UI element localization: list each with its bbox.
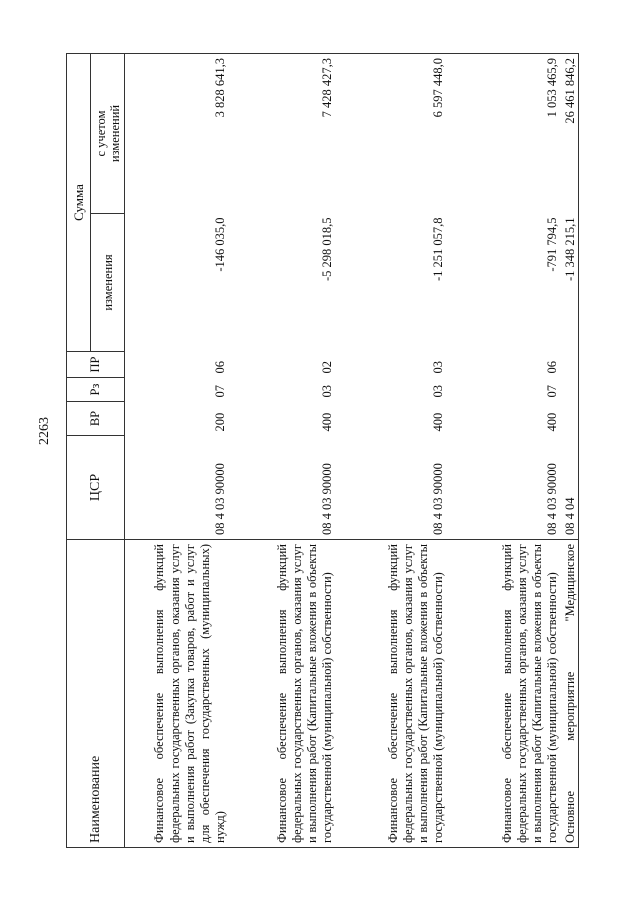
row-total: 3 828 641,3 — [125, 54, 229, 214]
row-pr: 06 — [545, 361, 560, 374]
row-name: Основное мероприятие "Медицинское — [561, 540, 579, 848]
table-row — [229, 54, 336, 848]
header-rz: Рз — [67, 378, 125, 402]
row-changes: -1 348 215,1 — [561, 214, 579, 352]
row-pr: 03 — [431, 361, 446, 374]
row-csr: 08 4 04 — [561, 436, 579, 540]
row-total: 26 461 846,2 — [561, 54, 579, 214]
table-row — [336, 54, 447, 848]
row-csr: 08 4 03 90000 — [320, 463, 335, 535]
row-rz: 07 — [545, 385, 560, 398]
table-row — [125, 54, 229, 848]
row-name: Финансовое обеспечение выполнения функций федеральных государственных органов, оказания услуг и выполнения работ (Капитальные вложения в объекты государственной (муниципальной) собственности) — [336, 540, 447, 848]
row-vr: 400 — [320, 412, 335, 432]
row-pr: 02 — [320, 361, 335, 374]
row-name: Финансовое обеспечение выполнения функций федеральных государственных органов, оказания услуг и выполнения работ (Капитальные вложения в объекты государственной (муниципальной) собственности) — [229, 540, 336, 848]
row-pr: 06 — [213, 361, 228, 374]
header-sum: Сумма — [67, 54, 91, 352]
row-changes: -5 298 018,5 — [320, 217, 335, 282]
budget-table — [66, 53, 579, 848]
header-pr: ПР — [67, 352, 125, 378]
row-csr: 08 4 03 90000 — [213, 463, 228, 535]
row-total: 1 053 465,9 — [447, 54, 561, 214]
row-rz: 03 — [320, 385, 335, 398]
budget-table-rotated — [66, 54, 578, 848]
row-changes: -146 035,0 — [213, 217, 228, 272]
header-with-changes: с учетом изменений — [91, 54, 125, 214]
row-vr: 400 — [545, 412, 560, 432]
header-changes: изменения — [91, 214, 125, 352]
row-rz: 03 — [431, 385, 446, 398]
row-changes: -791 794,5 — [545, 217, 560, 272]
row-total: 7 428 427,3 — [229, 54, 336, 214]
table-row — [447, 54, 561, 848]
header-vr: ВР — [67, 402, 125, 436]
page-number: 2263 — [37, 417, 52, 445]
row-csr: 08 4 03 90000 — [545, 463, 560, 535]
row-vr — [561, 402, 579, 436]
table-row — [561, 54, 579, 848]
row-rz — [561, 378, 579, 402]
row-name: Финансовое обеспечение выполнения функций федеральных государственных органов, оказания услуг и выполнения работ (Капитальные вложения в объекты государственной (муниципальной) собственности) — [447, 540, 561, 848]
row-vr: 400 — [431, 412, 446, 432]
header-name: Наименование — [67, 540, 125, 848]
row-changes: -1 251 057,8 — [431, 217, 446, 282]
row-rz: 07 — [213, 385, 228, 398]
table-header — [67, 54, 125, 848]
row-vr: 200 — [213, 412, 228, 432]
header-csr: ЦСР — [67, 436, 125, 540]
row-pr — [561, 352, 579, 378]
row-total: 6 597 448,0 — [336, 54, 447, 214]
row-csr: 08 4 03 90000 — [431, 463, 446, 535]
row-name: Финансовое обеспечение выполнения функций федеральных государственных органов, оказания услуг и выполнения работ (Закупка товаров, работ и услуг для обеспечения государственных (муниципальных) нужд) — [125, 540, 229, 848]
